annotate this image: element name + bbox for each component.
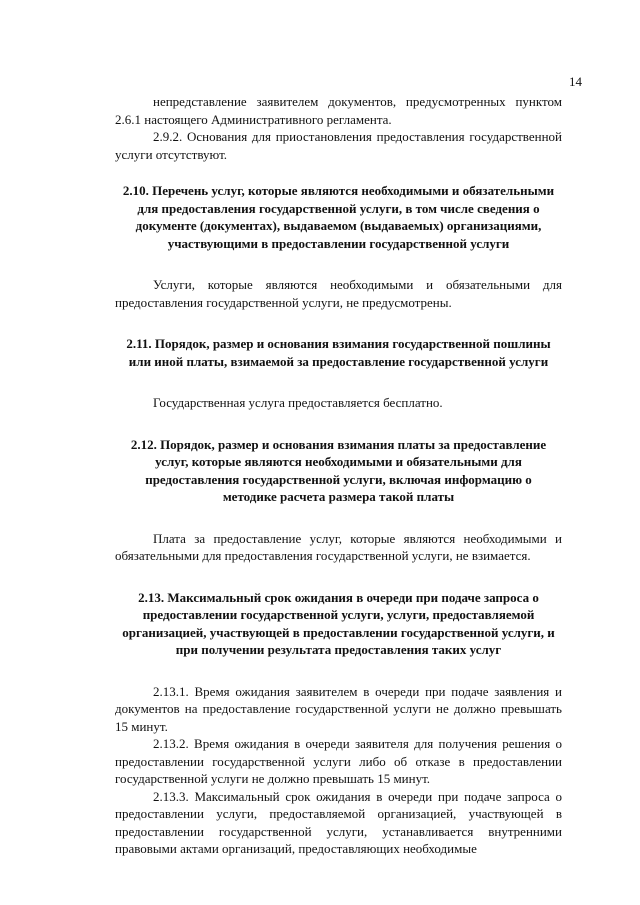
- section-heading-2-11: 2.11. Порядок, размер и основания взимания государственной пошлины или иной платы, взимаемой за предоставление государственной услуги: [126, 336, 551, 369]
- section-2-11-paragraph: Государственная услуга предоставляется бесплатно.: [153, 395, 443, 410]
- section-2-13-3-paragraph: 2.13.3. Максимальный срок ожидания в очереди при подаче запроса о предоставлении услуги, предоставляемой организацией, участвующей в предоставлении государственной услуги, устанавливается внутренними правовыми актами организаций, предоставляющих необходимые: [115, 788, 562, 856]
- section-2-10-paragraph: Услуги, которые являются необходимыми и обязательными для предоставления государственной услуги, не предусмотрены.: [115, 277, 562, 310]
- section-2-12-paragraph: Плата за предоставление услуг, которые являются необходимыми и обязательными для предоставления государственной услуги, не взимается.: [115, 530, 562, 563]
- page-content: [115, 93, 562, 858]
- section-2-13-2-paragraph: 2.13.2. Время ожидания в очереди заявителя для получения решения о предоставлении государственной услуги либо об отказе в предоставлении государственной услуги не должно превышать 15 минут.: [115, 736, 562, 786]
- page-number: 14: [569, 74, 582, 89]
- paragraph-2-9-2: 2.9.2. Основания для приостановления предоставления государственной услуги отсутствуют.: [115, 129, 562, 162]
- section-heading-2-13: 2.13. Максимальный срок ожидания в очереди при подаче запроса о предоставлении государственной услуги, услуги, предоставляемой организацией, участвующей в предоставлении государственной услуги, и при получении результата предоставления таких услуг: [122, 589, 555, 657]
- section-heading-2-10: 2.10. Перечень услуг, которые являются необходимыми и обязательными для предоставления государственной услуги, в том числе сведения о документе (документах), выдаваемом (выдаваемых) организациями, участвующими в предоставлении государственной услуги: [122, 183, 555, 251]
- section-2-13-1-paragraph: 2.13.1. Время ожидания заявителем в очереди при подаче заявления и документов на предоставление государственной услуги не должно превышать 15 минут.: [115, 683, 562, 734]
- paragraph-2-9-1-tail: непредставление заявителем документов, предусмотренных пунктом 2.6.1 настоящего Административного регламента.: [115, 94, 562, 127]
- section-heading-2-12: 2.12. Порядок, размер и основания взимания платы за предоставление услуг, которые являются необходимыми и обязательными для предоставления государственной услуги, включая информацию о методике расчета размера такой платы: [130, 436, 547, 504]
